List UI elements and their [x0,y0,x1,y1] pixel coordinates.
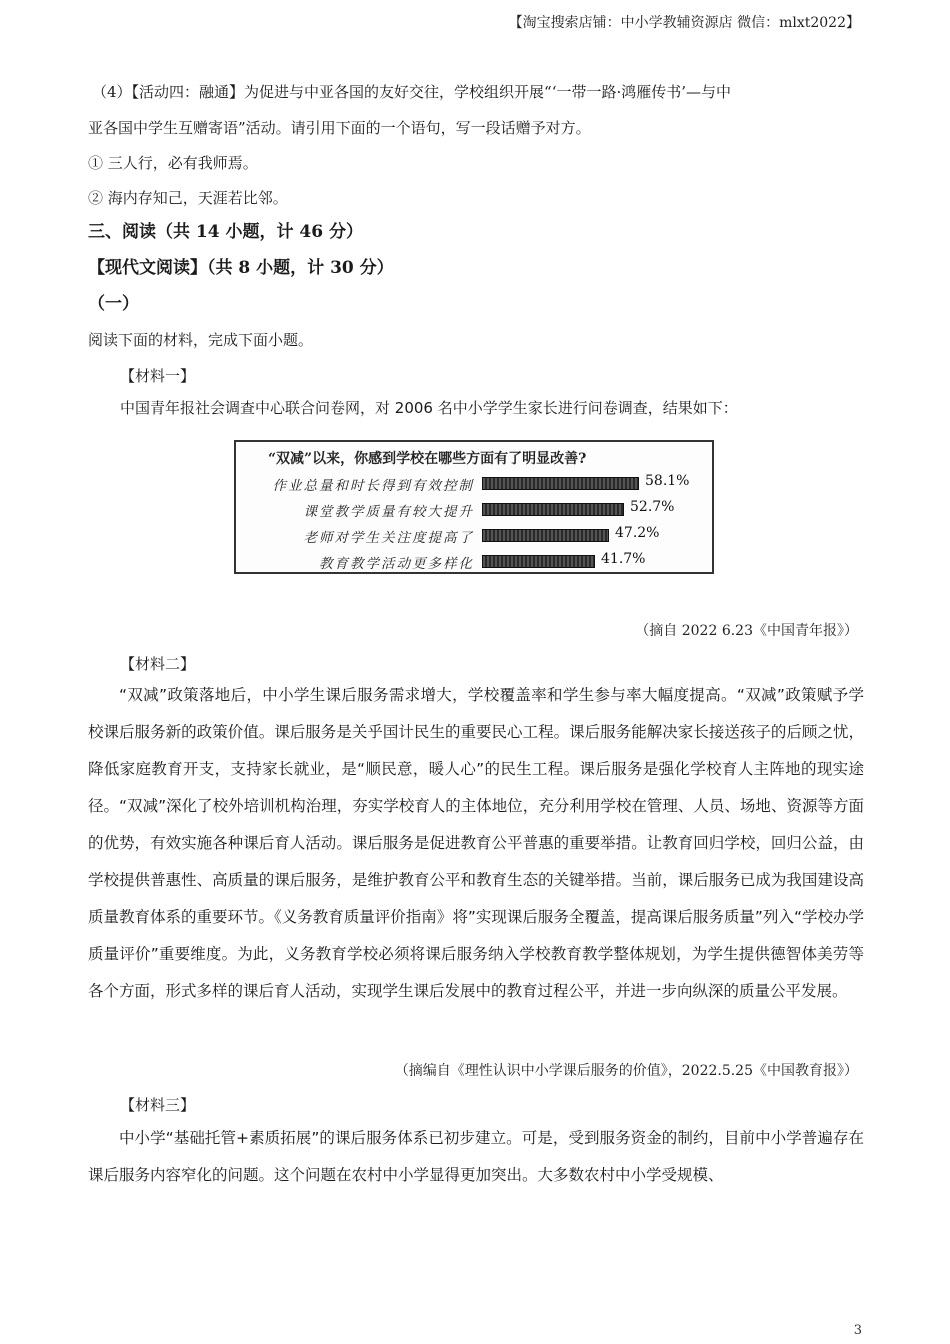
material-2-text: “双减”政策落地后，中小学生课后服务需求增大，学校覆盖率和学生参与率大幅度提高。“双减”政策赋予学校课后服务新的政策价值。课后服务是关乎国计民生的重要民心工程。课后服务能解决家长接送孩子的后顾之忧，降低家庭教育开支，支持家长就业，是“顺民意，暖人心”的民生工程。课后服务是强化学校育人主阵地的现实途径。“双减”深化了校外培训机构治理，夯实学校育人的主体地位，充分利用学校在管理、人员、场地、资源等方面的优势，有效实施各种课后育人活动。课后服务是促进教育公平普惠的重要举措。让教育回归学校，回归公益，由学校提供普惠性、高质量的课后服务，是维护教育公平和教育生态的关键举措。当前，课后服务已成为我国建设高质量教育体系的重要环节。《义务教育质量评价指南》将”实现课后服务全覆盖，提高课后服务质量”列入“学校办学质量评价”重要维度。为此，义务教育学校必须将课后服务纳入学校教育教学整体规划，为学生提供德智体美劳等各个方面，形式多样的课后育人活动，实现学生课后发展中的教育过程公平，并进一步向纵深的质量公平发展。 [88,686,864,1000]
chart-category-label: 老师对学生关注度提高了 [303,530,474,546]
chart-value-label: 41.7% [601,551,646,567]
chart-bar [482,477,639,490]
page-header: 【淘宝搜索店铺：中小学教辅资源店 微信：mlxt2022】 [508,15,860,31]
material-1-intro: 中国青年报社会调查中心联合问卷网，对 2006 名中小学学生家长进行问卷调查，结果如下： [120,399,738,417]
chart-title: “双减”以来，你感到学校在哪些方面有了明显改善? [268,451,587,467]
instruction: 阅读下面的材料，完成下面小题。 [88,331,314,349]
chart-bar [482,529,609,542]
material-2-source: （摘编自《理性认识中小学课后服务的价值》，2022.5.25《中国教育报》） [394,1063,858,1079]
survey-bar-chart [234,440,714,574]
material-3-label: 【材料三】 [120,1096,196,1114]
material-1-source: （摘自 2022 6.23《中国青年报》） [635,623,858,639]
chart-bar-row [236,550,712,572]
chart-category-label: 课堂教学质量有较大提升 [303,504,474,520]
chart-bar-row [236,472,712,494]
material-1-label: 【材料一】 [120,367,196,385]
chart-bar-row [236,498,712,520]
chart-bar [482,503,624,516]
chart-value-label: 47.2% [615,525,660,541]
quote-option-1: ① 三人行，必有我师焉。 [88,154,258,172]
question-4-line1: （4）【活动四：融通】为促进与中亚各国的友好交往，学校组织开展“‘一带一路·鸿雁传书’—与中 [92,83,732,101]
chart-value-label: 58.1% [645,473,690,489]
material-2-label: 【材料二】 [120,655,196,673]
material-3-text: 中小学“基础托管+素质拓展”的课后服务体系已初步建立。可是，受到服务资金的制约，目前中小学普遍存在课后服务内容窄化的问题。这个问题在农村中小学显得更加突出。大多数农村中小学受规模、 [88,1129,864,1184]
chart-bar-row [236,524,712,546]
part-heading-1: （一） [88,294,139,314]
subsection-heading-modern: 【现代文阅读】（共 8 小题，计 30 分） [88,258,394,278]
chart-value-label: 52.7% [630,499,675,515]
page-number: 3 [853,1323,862,1338]
section-heading-reading: 三、阅读（共 14 小题，计 46 分） [88,222,363,242]
chart-category-label: 教育教学活动更多样化 [319,556,474,572]
chart-bar [482,555,595,568]
quote-option-2: ② 海内存知己，天涯若比邻。 [88,189,288,207]
question-4-line2: 亚各国中学生互赠寄语”活动。请引用下面的一个语句，写一段话赠予对方。 [88,119,591,137]
chart-category-label: 作业总量和时长得到有效控制 [272,478,474,494]
